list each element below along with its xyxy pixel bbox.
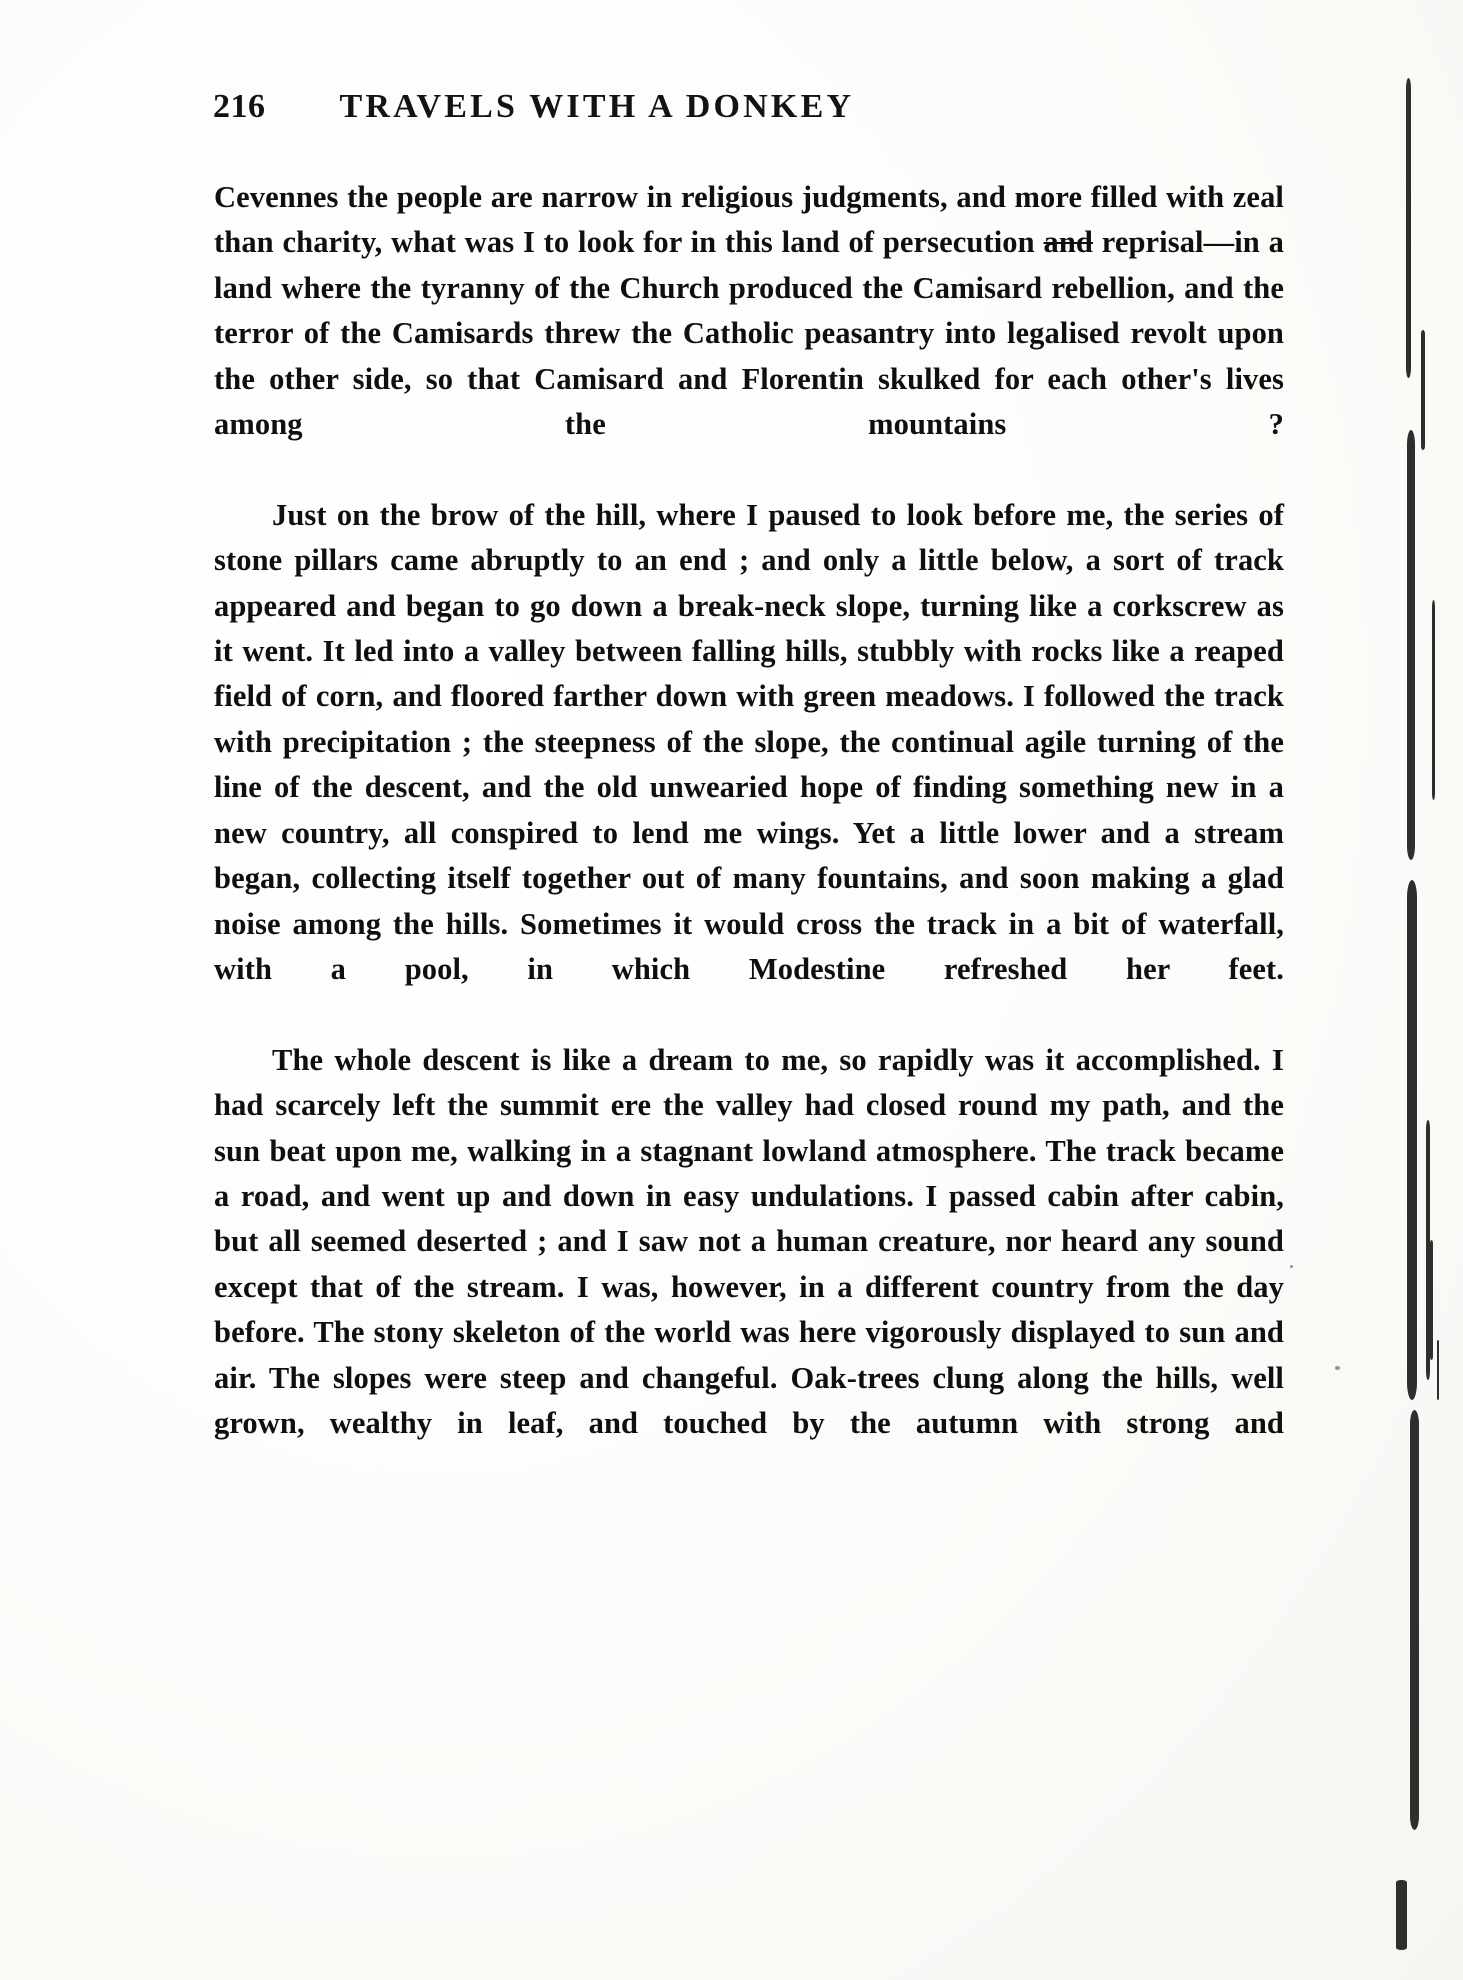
running-title: TRAVELS WITH A DONKEY	[339, 88, 855, 125]
scan-speck	[1335, 1366, 1340, 1370]
page-number: 216	[213, 88, 266, 125]
paragraph-3: The whole descent is like a dream to me, so rapidly was it accomplished. I had scarcely left the summit ere the valley had closed round my path, and the sun beat upon me, walking in a stagnant lowland atmosphere. The track became a road, and went up and down in easy undulations. I passed cabin after cabin, but all seemed deserted ; and I saw not a human creature, nor heard any sound except that of the stream. I was, however, in a different country from the day before. The stony skeleton of the world was here vigorously displayed to sun and air. The slopes were steep and changeful. Oak-trees clung along the hills, well grown, wealthy in leaf, and touched by the autumn with strong and	[214, 1042, 1284, 1440]
page-header	[213, 88, 1288, 134]
paragraph-1	[214, 175, 1284, 493]
paragraph-1-text-after-strike: reprisal—in a land where the tyranny of the Church produced the Camisard rebellion, and the terror of the Camisards threw the Catholic peasantry into legalised revolt upon the other side, so that Camisard and Florentin skulked for each other's lives among the mountains ?	[214, 225, 1284, 442]
scan-speck	[1290, 1265, 1293, 1268]
body-text-block	[214, 175, 1284, 1492]
paragraph-2: Just on the brow of the hill, where I paused to look before me, the series of stone pillars came abruptly to an end ; and only a little below, a sort of track appeared and began to go down a break-neck slope, turning like a corkscrew as it went. It led into a valley between falling hills, stubbly with rocks like a reaped field of corn, and floored farther down with green meadows. I followed the track with precipitation ; the steepness of the slope, the continual agile turning of the line of the descent, and the old unwearied hope of finding something new in a new country, all conspired to lend me wings. Yet a little lower and a stream began, collecting itself together out of many fountains, and soon making a glad noise among the hills. Sometimes it would cross the track in a bit of waterfall, with a pool, in which Modestine refreshed her feet.	[214, 497, 1284, 986]
paragraph-1-text-before-strike: Cevennes the people are narrow in religious judgments, and more filled with zeal than charity, what was I to look for in this land of persecution	[214, 180, 1284, 260]
struck-word-and: and	[1043, 225, 1093, 260]
